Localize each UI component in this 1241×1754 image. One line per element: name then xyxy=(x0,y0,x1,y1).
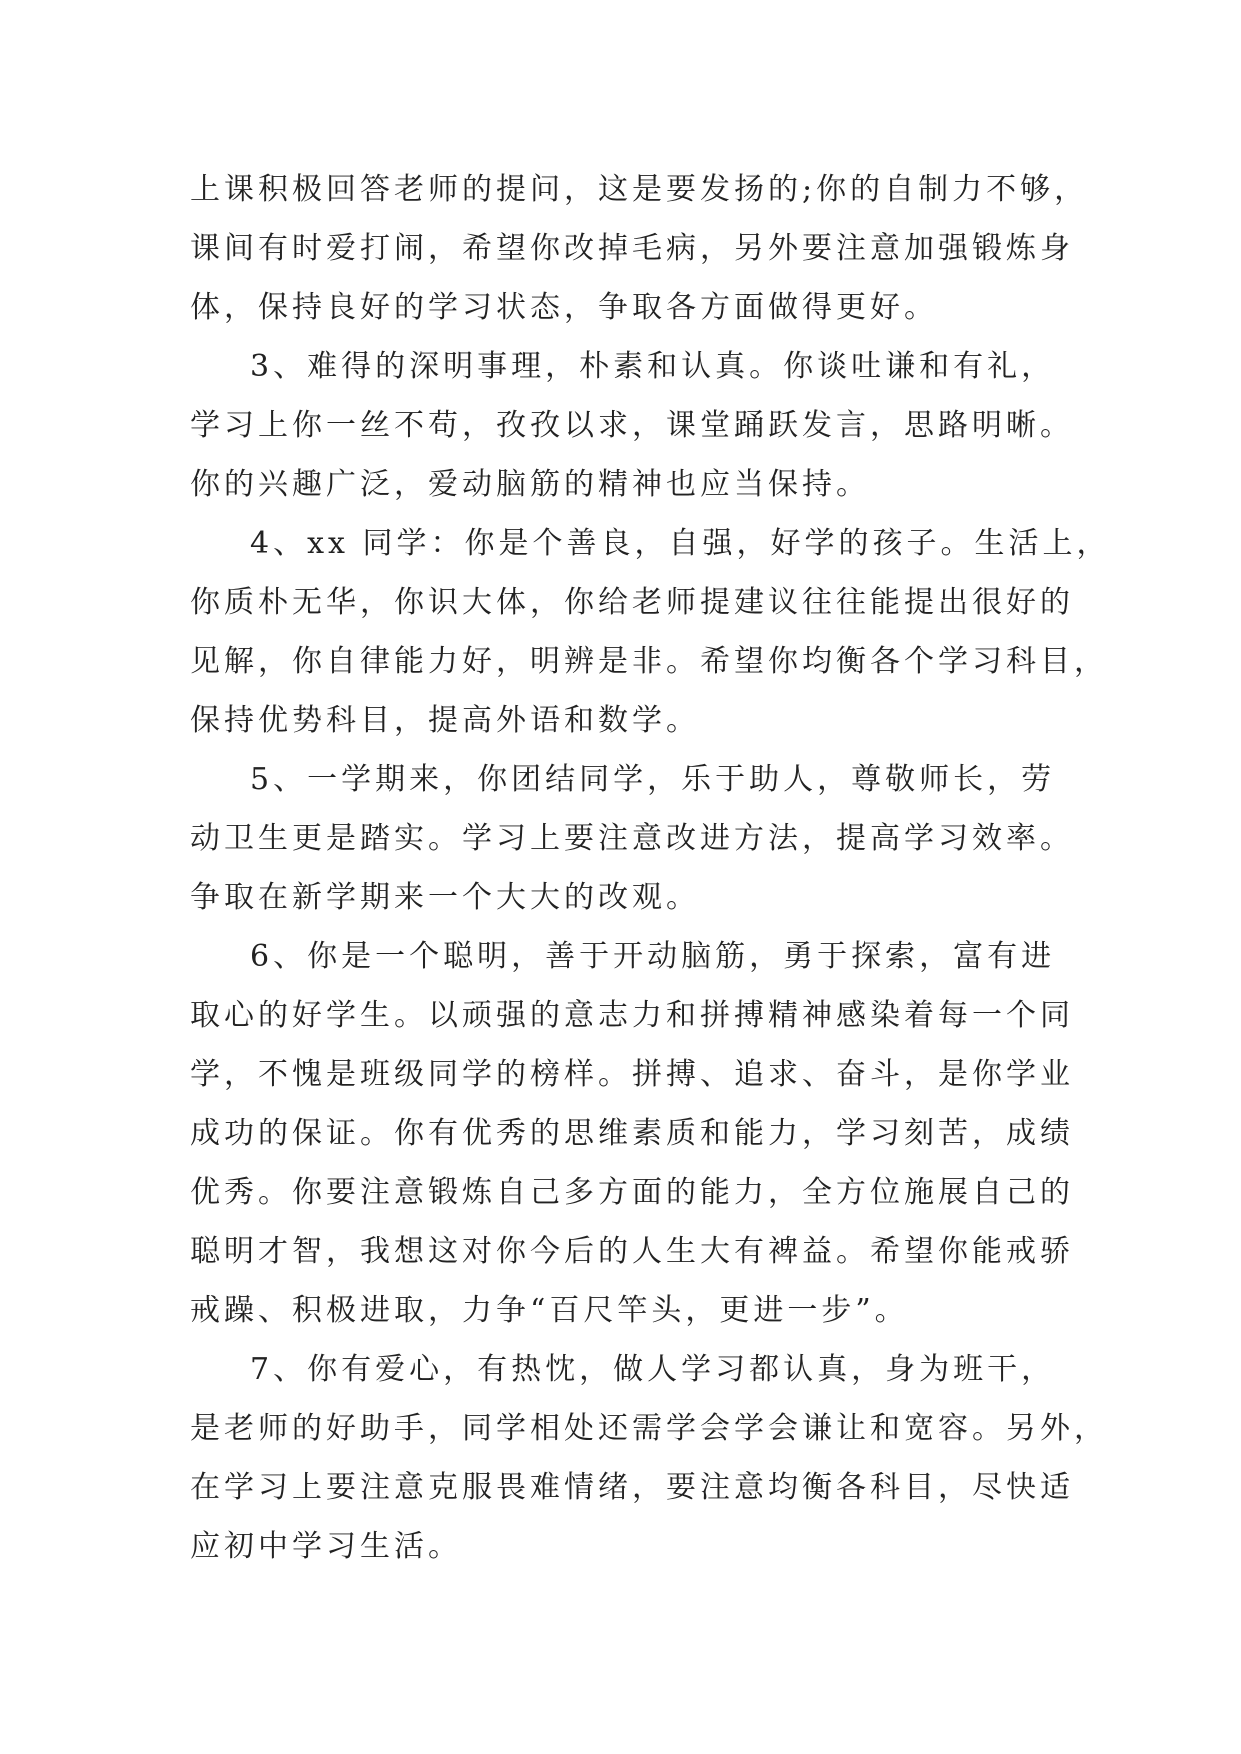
text-line: 体，保持良好的学习状态，争取各方面做得更好。 xyxy=(190,290,938,325)
text-line: 保持优势科目，提高外语和数学。 xyxy=(190,703,700,738)
text-line: 优秀。你要注意锻炼自己多方面的能力，全方位施展自己的 xyxy=(190,1175,1074,1210)
text-line: 3、难得的深明事理，朴素和认真。你谈吐谦和有礼， xyxy=(250,349,1056,384)
paragraph-5 xyxy=(190,750,1074,927)
text-line: 成功的保证。你有优秀的思维素质和能力，学习刻苦，成绩 xyxy=(190,1116,1074,1151)
text-line: 你质朴无华，你识大体，你给老师提建议往往能提出很好的 xyxy=(190,585,1074,620)
text-line: 学，不愧是班级同学的榜样。拼搏、追求、奋斗，是你学业 xyxy=(190,1057,1074,1092)
text-line: 6、你是一个聪明，善于开动脑筋，勇于探索，富有进 xyxy=(250,939,1056,974)
paragraph-7 xyxy=(190,1340,1108,1576)
text-line: 是老师的好助手，同学相处还需学会学会谦让和宽容。另外， xyxy=(190,1411,1108,1446)
text-line: 课间有时爱打闹，希望你改掉毛病，另外要注意加强锻炼身 xyxy=(190,231,1074,266)
paragraph-continued xyxy=(190,160,1089,337)
document-body xyxy=(190,160,1111,1576)
text-line: 见解，你自律能力好，明辨是非。希望你均衡各个学习科目， xyxy=(190,644,1108,679)
paragraph-4 xyxy=(190,514,1111,750)
paragraph-3 xyxy=(190,337,1074,514)
text-line: 你的兴趣广泛，爱动脑筋的精神也应当保持。 xyxy=(190,467,870,502)
text-line: 7、你有爱心，有热忱，做人学习都认真，身为班干， xyxy=(250,1352,1056,1387)
text-line: 聪明才智，我想这对你今后的人生大有裨益。希望你能戒骄 xyxy=(190,1234,1074,1269)
text-line: 在学习上要注意克服畏难情绪，要注意均衡各科目，尽快适 xyxy=(190,1470,1074,1505)
paragraph-6 xyxy=(190,927,1074,1340)
text-line: 学习上你一丝不苟，孜孜以求，课堂踊跃发言，思路明晰。 xyxy=(190,408,1074,443)
text-line: 争取在新学期来一个大大的改观。 xyxy=(190,880,700,915)
text-line: 动卫生更是踏实。学习上要注意改进方法，提高学习效率。 xyxy=(190,821,1074,856)
text-line: 戒躁、积极进取，力争“百尺竿头，更进一步”。 xyxy=(190,1293,909,1328)
text-line: 上课积极回答老师的提问，这是要发扬的;你的自制力不够， xyxy=(190,172,1089,207)
text-line: 5、一学期来，你团结同学，乐于助人，尊敬师长，劳 xyxy=(250,762,1056,797)
text-line: 4、xx 同学：你是个善良，自强，好学的孩子。生活上， xyxy=(250,526,1111,561)
text-line: 应初中学习生活。 xyxy=(190,1529,462,1564)
text-line: 取心的好学生。以顽强的意志力和拼搏精神感染着每一个同 xyxy=(190,998,1074,1033)
